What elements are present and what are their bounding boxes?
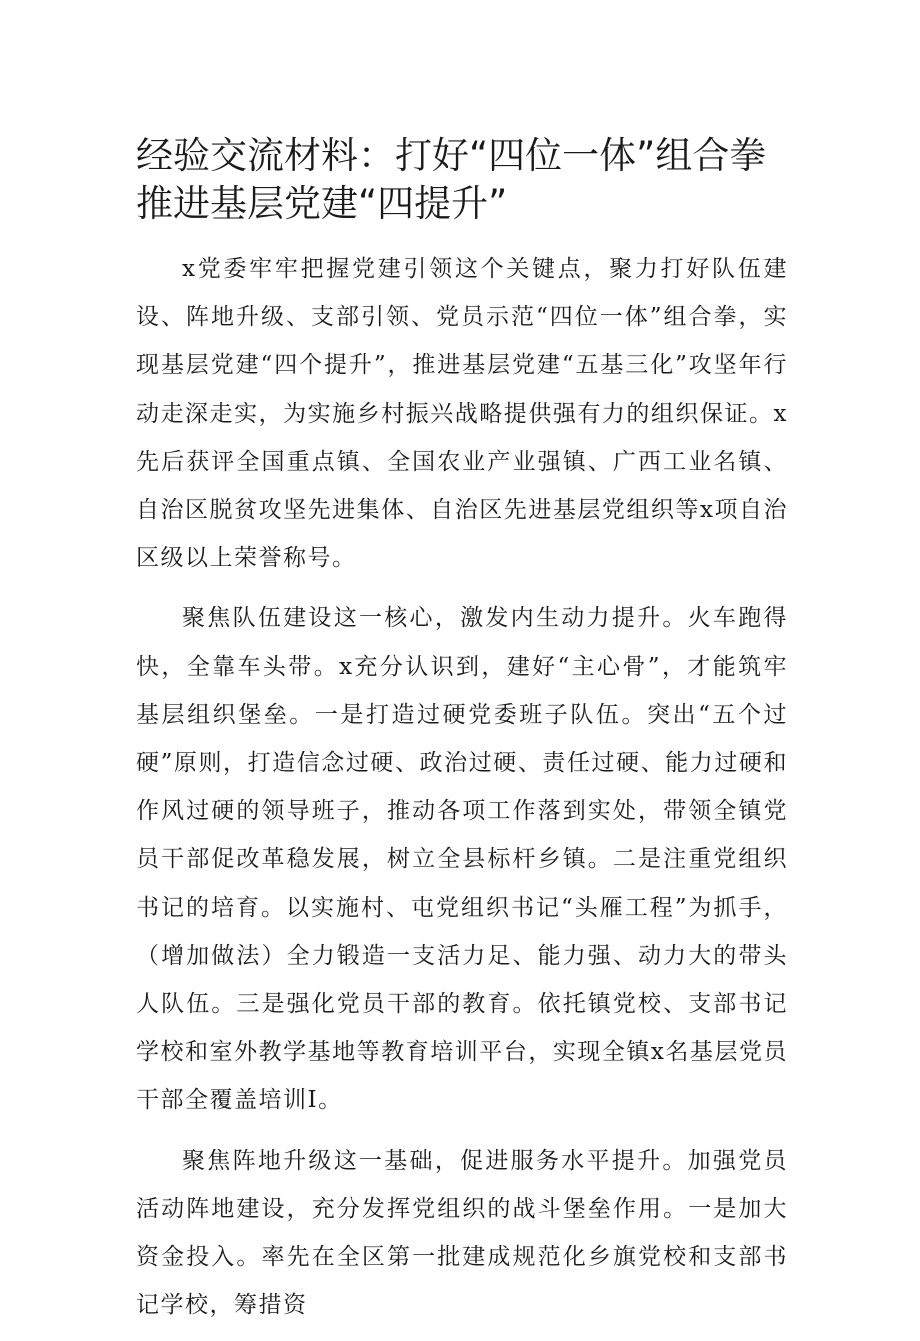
document-title: 经验交流材料：打好“四位一体”组合拳推进基层党建“四提升” <box>136 134 767 225</box>
paragraph-team-building: 聚焦队伍建设这一核心，激发内生动力提升。火车跑得快，全靠车头带。x充分认识到，建好“主心骨”，才能筑牢基层组织堡垒。一是打造过硬党委班子队伍。突出“五个过硬”原则，打造信念过硬、政治过硬、责任过硬、能力过硬和作风过硬的领导班子，推动各项工作落到实处，带领全镇党员干部促改革稳发展，树立全县标杆乡镇。二是注重党组织书记的培育。以实施村、屯党组织书记“头雁工程”为抓手，（增加做法）全力锻造一支活力足、能力强、动力大的带头人队伍。三是强化党员干部的教育。依托镇党校、支部书记学校和室外教学基地等教育培训平台，实现全镇x名基层党员干部全覆盖培训I。 <box>136 605 788 1114</box>
paragraph-position-upgrade: 聚焦阵地升级这一基础，促进服务水平提升。加强党员活动阵地建设，充分发挥党组织的战斗堡垒作用。一是加大资金投入。率先在全区第一批建成规范化乡旗党校和支部书记学校，筹措资 <box>136 1147 788 1319</box>
paragraph-intro: x党委牢牢把握党建引领这个关键点，聚力打好队伍建设、阵地升级、支部引领、党员示范“四位一体”组合拳，实现基层党建“四个提升”，推进基层党建“五基三化”攻坚年行动走深走实，为实施乡村振兴战略提供强有力的组织保证。x先后获评全国重点镇、全国农业产业强镇、广西工业名镇、自治区脱贫攻坚先进集体、自治区先进基层党组织等x项自治区级以上荣誉称号。 <box>136 256 788 572</box>
document-body <box>136 245 788 1341</box>
